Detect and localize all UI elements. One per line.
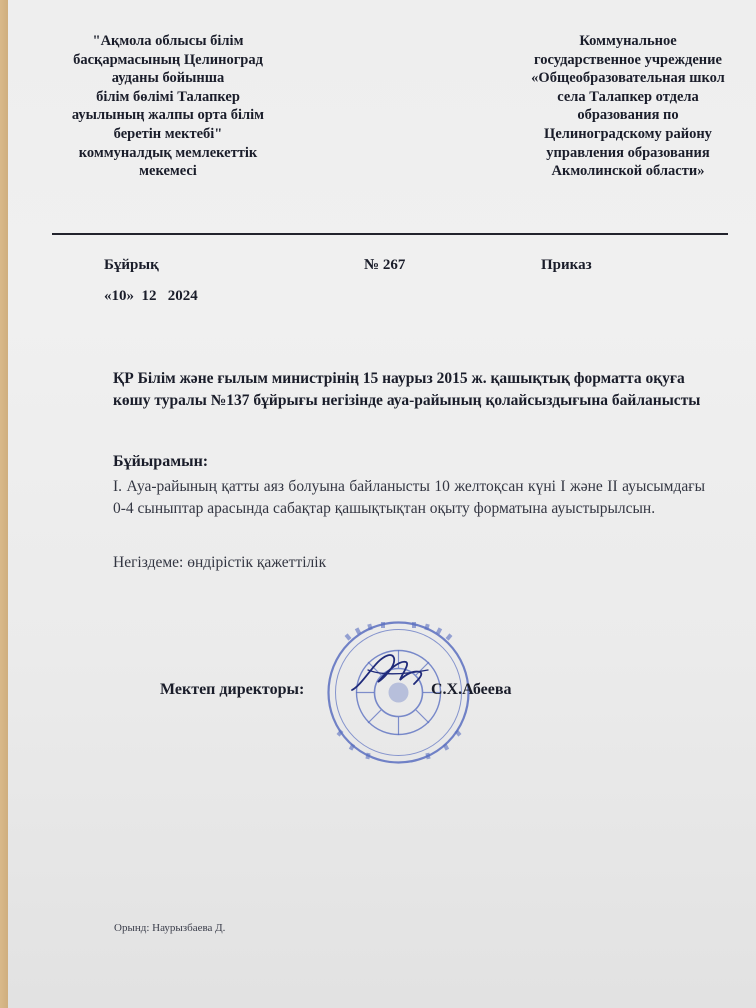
header-left-line: "Ақмола облысы білім [92, 33, 244, 49]
order-item-1: І. Ауа-райының қатты аяз болуына байланысты 10 желтоқсан күні І және ІІ ауысымдағы 0-4 сыныптар арасында сабақтар қашықтықтан оқыту форматына ауыстырылсын. [113, 478, 705, 517]
header-divider [52, 233, 728, 235]
order-title-ru: Приказ [541, 257, 592, 273]
header-left-kazakh [48, 32, 288, 181]
order-date: «10» 12 2024 [104, 288, 198, 304]
order-subject: ҚР Білім және ғылым министрінің 15 наурыз 2015 ж. қашықтық форматта оқуға көшу туралы №137 бұйрығы негізінде ауа-райының қолайсыздығына байланысты [113, 370, 701, 409]
header-right-line: Коммунальное [579, 33, 677, 49]
header-right-line: государственное учреждение [534, 51, 722, 68]
handwritten-signature-icon [348, 640, 438, 700]
header-right-line: управления образования [546, 144, 710, 161]
document-page [8, 0, 756, 1008]
header-right-line: села Талапкер отдела [557, 88, 699, 105]
order-number: № 267 [364, 257, 406, 273]
order-heading: Бұйырамын: [113, 453, 209, 470]
header-left-line: мекемесі [139, 163, 197, 180]
header-right-line: Целиноградскому району [544, 125, 712, 142]
executor-note: Орынд: Наурызбаева Д. [114, 922, 226, 934]
order-title-kz: Бұйрық [104, 257, 159, 273]
header-left-line: білім бөлімі Талапкер [96, 88, 240, 105]
header-left-line: беретін мектебі" [113, 125, 223, 142]
header-right-line: образования по [577, 107, 679, 124]
header-right-line: «Общеобразовательная школ [531, 70, 725, 87]
header-right-russian [508, 32, 748, 181]
header-left-line: ауданы бойынша [111, 70, 225, 87]
order-basis: Негіздеме: өндірістік қажеттілік [113, 554, 327, 571]
header-left-line: басқармасының Целиноград [73, 51, 263, 68]
header-left-line: ауылының жалпы орта білім [71, 107, 265, 124]
signature-label: Мектеп директоры: [160, 681, 305, 698]
header-right-line: Акмолинской области» [551, 163, 705, 180]
header-left-line: коммуналдық мемлекеттік [78, 144, 258, 161]
signature-name: С.Х.Абеева [431, 681, 512, 698]
